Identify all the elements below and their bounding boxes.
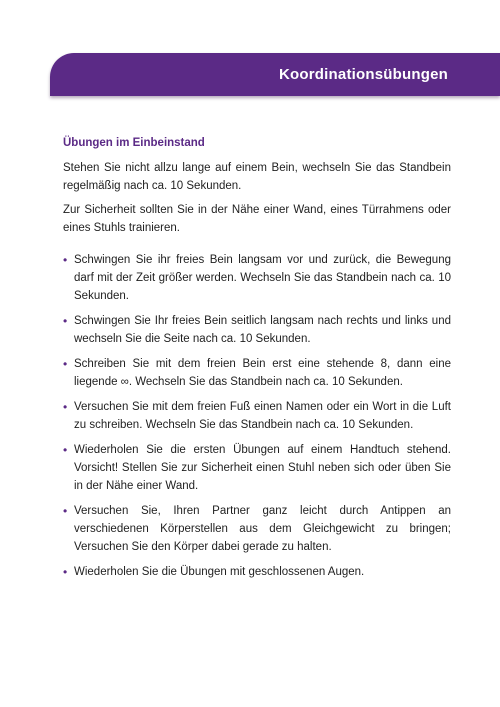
header-banner [50, 53, 500, 96]
bullet-icon: • [63, 443, 68, 457]
exercise-list [63, 251, 451, 581]
intro-paragraph: Stehen Sie nicht allzu lange auf einem Bein, wechseln Sie das Standbein regelmäßig nach ca. 10 Sekunden. [63, 162, 451, 192]
bullet-icon: • [63, 314, 68, 328]
list-item [63, 563, 451, 581]
list-item-text: Wiederholen Sie die ersten Übungen auf einem Handtuch stehend. Vorsicht! Stellen Sie zur Sicherheit einen Stuhl neben sich oder üben Sie in der Nähe einer Wand. [74, 444, 451, 492]
list-item [63, 355, 451, 391]
list-item-text: Schwingen Sie ihr freies Bein langsam vor und zurück, die Bewegung darf mit der Zeit größer werden. Wechseln Sie das Standbein nach ca. 10 Sekunden. [74, 254, 451, 302]
bullet-icon: • [63, 504, 68, 518]
section-heading: Übungen im Einbeinstand [63, 137, 205, 149]
list-item [63, 398, 451, 434]
safety-paragraph: Zur Sicherheit sollten Sie in der Nähe einer Wand, eines Türrahmens oder eines Stuhls trainieren. [63, 204, 451, 234]
list-item [63, 441, 451, 495]
list-item-text: Versuchen Sie, Ihren Partner ganz leicht durch Antippen an verschiedenen Körperstellen aus dem Gleichgewicht zu bringen; Versuchen Sie den Körper dabei gerade zu halten. [74, 505, 451, 553]
list-item-text: Schwingen Sie Ihr freies Bein seitlich langsam nach rechts und links und wechseln Sie die Seite nach ca. 10 Sekunden. [74, 315, 451, 345]
list-item-text: Schreiben Sie mit dem freien Bein erst eine stehende 8, dann eine liegende ∞. Wechseln Sie das Standbein nach ca. 10 Sekunden. [74, 358, 451, 388]
main-content [63, 135, 451, 588]
bullet-icon: • [63, 400, 68, 414]
bullet-icon: • [63, 565, 68, 579]
page-title: Koordinationsübungen [279, 66, 448, 83]
list-item [63, 502, 451, 556]
list-item [63, 312, 451, 348]
list-item-text: Wiederholen Sie die Übungen mit geschlossenen Augen. [74, 566, 365, 578]
list-item [63, 251, 451, 305]
bullet-icon: • [63, 357, 68, 371]
bullet-icon: • [63, 253, 68, 267]
list-item-text: Versuchen Sie mit dem freien Fuß einen Namen oder ein Wort in die Luft zu schreiben. Wechseln Sie das Standbein nach ca. 10 Sekunden. [74, 401, 451, 431]
